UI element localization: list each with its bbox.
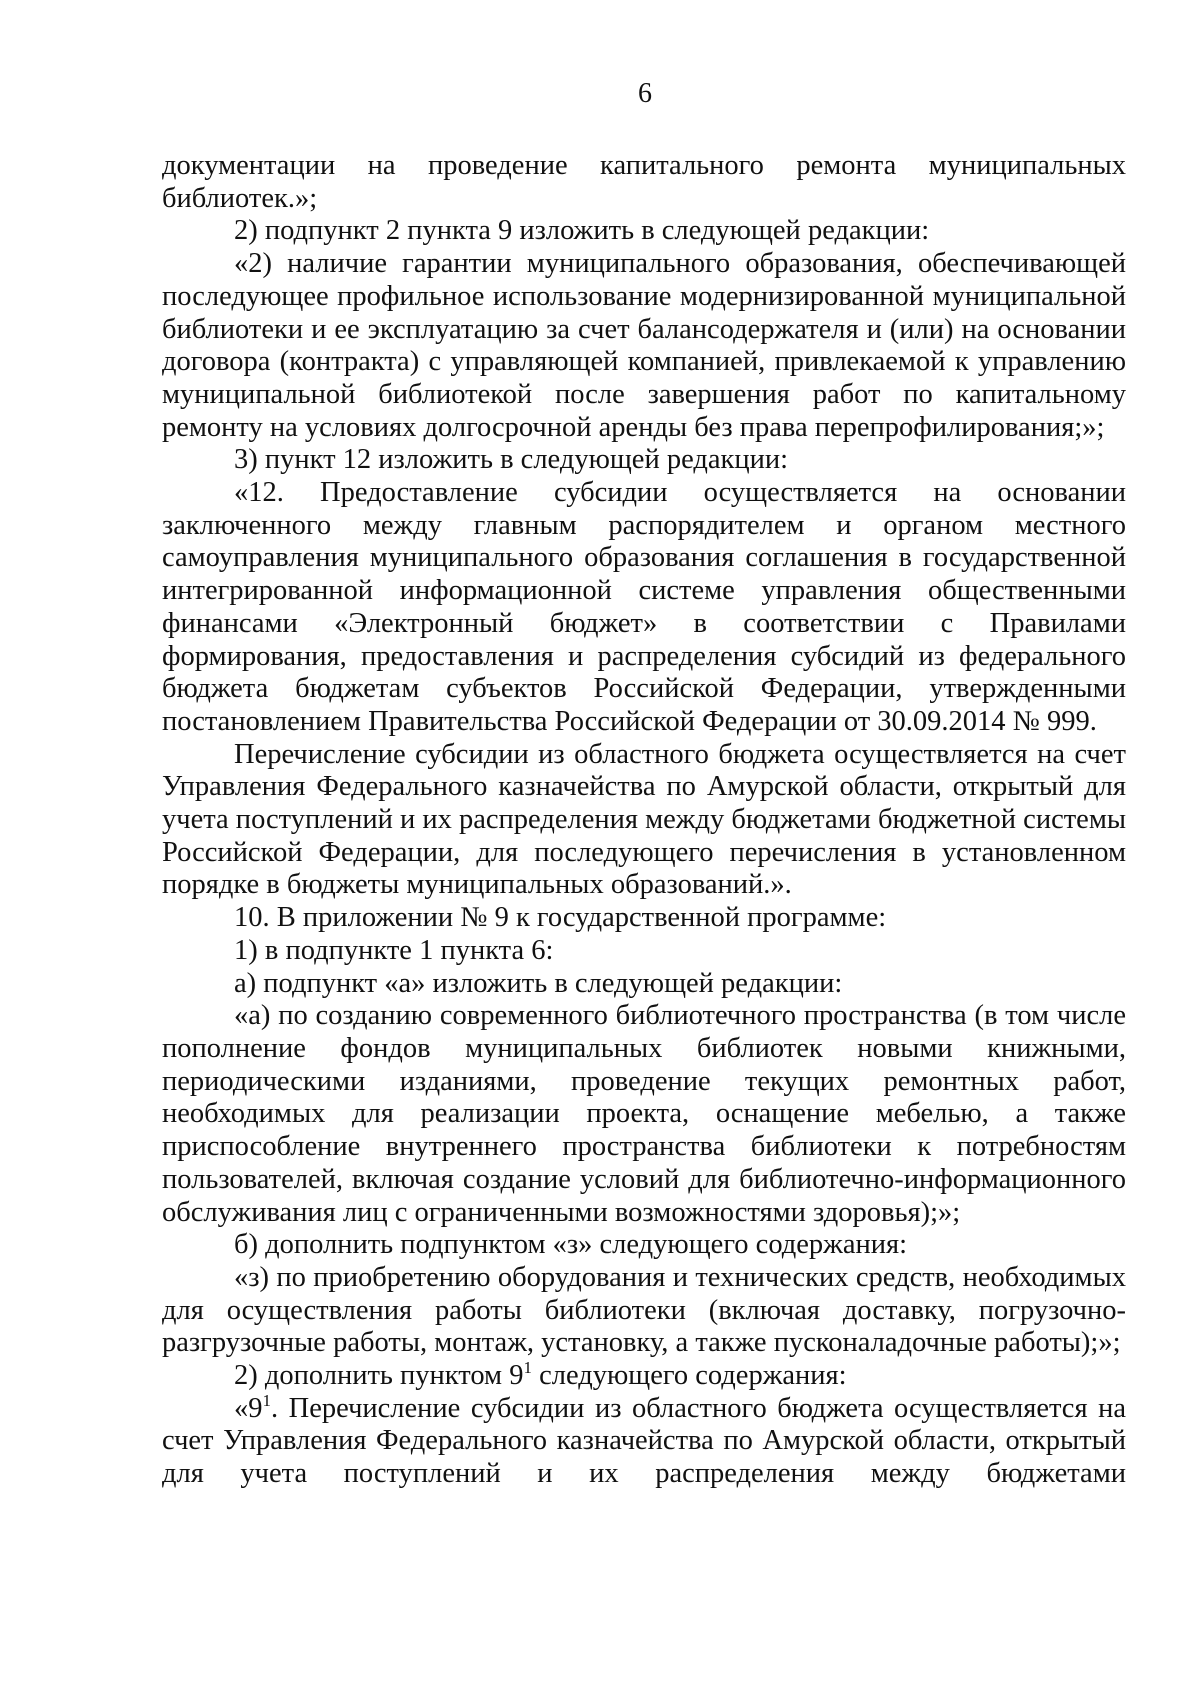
paragraph-point-9-1-intro	[162, 1360, 1126, 1393]
text-run: . Перечисление субсидии из областного бюджета осуществляется на счет Управления Федерального казначейства по Амурской области, открытый для учета поступлений и их распределения между бюджетами	[162, 1392, 1126, 1490]
paragraph: 3) пункт 12 изложить в следующей редакции:	[234, 444, 789, 476]
paragraph: а) подпункт «а» изложить в следующей редакции:	[234, 967, 843, 999]
paragraph: 2) подпункт 2 пункта 9 изложить в следующей редакции:	[234, 215, 930, 247]
paragraph: «12. Предоставление субсидии осуществляется на основании заключенного между главным распорядителем и органом местного самоуправления муниципального образования соглашения в государственной интегрированной информационной системе управления общественными финансами «Электронный бюджет» в соответствии с Правилами формирования, предоставления и распределения субсидий из федерального бюджета бюджетам субъектов Российской Федерации, утвержденными постановлением Правительства Российской Федерации от 30.09.2014 № 999.	[162, 477, 1126, 737]
text-run: «9	[234, 1392, 263, 1424]
document-body	[162, 150, 1126, 1491]
paragraph: «а) по созданию современного библиотечного пространства (в том числе пополнение фондов муниципальных библиотек новыми книжными, периодическими изданиями, проведение текущих ремонтных работ, необходимых для реализации проекта, оснащение мебелью, а также приспособление внутреннего пространства библиотеки к потребностям пользователей, включая создание условий для библиотечно-информационного обслуживания лиц с ограниченными возможностями здоровья);»;	[162, 1000, 1126, 1228]
superscript: 1	[262, 1390, 271, 1410]
paragraph: Перечисление субсидии из областного бюджета осуществляется на счет Управления Федерального казначейства по Амурской области, открытый для учета поступлений и их распределения между бюджетами бюджетной системы Российской Федерации, для последующего перечисления в установленном порядке в бюджеты муниципальных образований.».	[162, 738, 1127, 901]
page-number: 6	[638, 78, 652, 109]
paragraph-point-9-1-text	[162, 1390, 1126, 1491]
paragraph: 1) в подпункте 1 пункта 6:	[234, 934, 554, 966]
paragraph: «2) наличие гарантии муниципального образования, обеспечивающей последующее профильное использование модернизированной муниципальной библиотеки и ее эксплуатацию за счет балансодержателя и (или) на основании договора (контракта) с управляющей компанией, привлекаемой к управлению муниципальной библиотекой после завершения работ по капитальному ремонту на условиях долгосрочной аренды без права перепрофилирования;»;	[162, 248, 1126, 443]
text-run: следующего содержания:	[531, 1360, 847, 1392]
paragraph: документации на проведение капитального ремонта муниципальных библиотек.»;	[162, 150, 1126, 214]
paragraph: б) дополнить подпунктом «з» следующего содержания:	[234, 1229, 908, 1261]
superscript: 1	[523, 1358, 532, 1378]
paragraph: «з) по приобретению оборудования и технических средств, необходимых для осуществления работы библиотеки (включая доставку, погрузочно-разгрузочные работы, монтаж, установку, а также пусконаладочные работы);»;	[162, 1261, 1126, 1359]
text-run: 2) дополнить пунктом 9	[234, 1360, 524, 1392]
paragraph: 10. В приложении № 9 к государственной программе:	[234, 902, 887, 934]
